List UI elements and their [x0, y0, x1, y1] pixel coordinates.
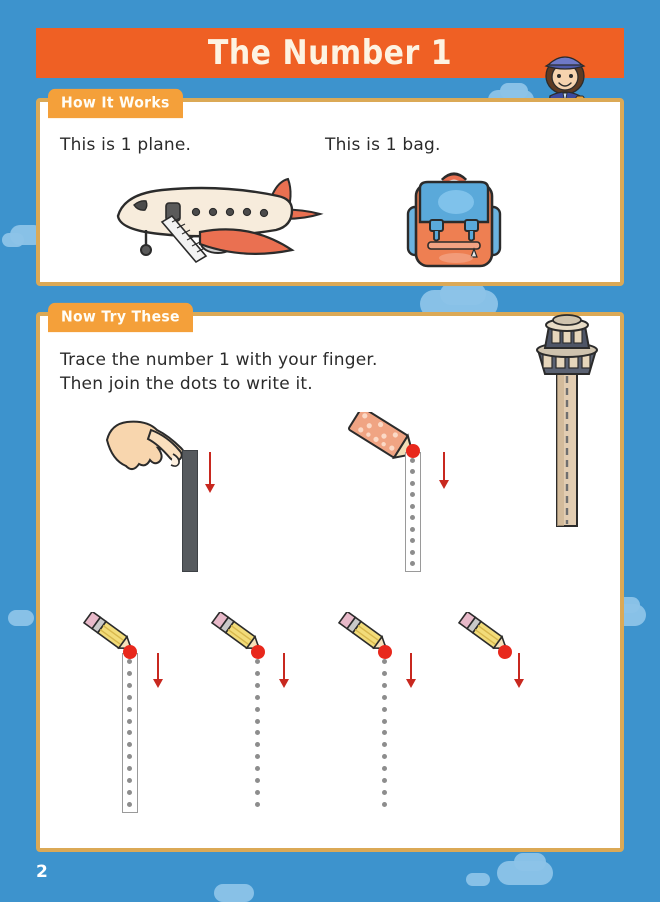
direction-arrow-icon — [277, 653, 291, 691]
backpack-illustration — [404, 162, 504, 277]
instruction-text — [60, 348, 378, 396]
tab-how-it-works-label: How It Works — [61, 94, 170, 112]
trace-dot-column — [382, 659, 387, 807]
instruction-line-2: Then join the dots to write it. — [60, 374, 313, 394]
start-dot — [406, 444, 420, 458]
trace-dot-column — [255, 659, 260, 807]
control-tower-illustration — [524, 306, 610, 528]
cloud-icon — [500, 83, 528, 99]
trace-dot-column — [127, 659, 132, 807]
start-dot — [251, 645, 265, 659]
tab-now-try-these-label: Now Try These — [61, 308, 180, 326]
direction-arrow-icon — [151, 653, 165, 691]
page-number: 2 — [36, 862, 48, 882]
tab-now-try-these[interactable] — [48, 303, 193, 332]
airplane-illustration — [100, 172, 330, 277]
cloud-icon — [466, 873, 490, 886]
direction-arrow-icon — [437, 452, 451, 492]
start-dot — [378, 645, 392, 659]
cloud-icon — [8, 610, 34, 626]
page-title: The Number 1 — [207, 33, 453, 73]
cloud-icon — [214, 884, 254, 902]
start-dot — [498, 645, 512, 659]
instruction-line-1: Trace the number 1 with your finger. — [60, 350, 378, 370]
direction-arrow-icon — [203, 452, 217, 496]
tab-how-it-works[interactable] — [48, 89, 183, 118]
cloud-icon — [514, 853, 546, 871]
cloud-icon — [440, 283, 486, 305]
trace-dot-column — [410, 458, 415, 566]
direction-arrow-icon — [404, 653, 418, 691]
caption-plane: This is 1 plane. — [60, 135, 192, 155]
caption-bag: This is 1 bag. — [325, 135, 441, 155]
start-dot — [123, 645, 137, 659]
direction-arrow-icon — [512, 653, 526, 691]
trace-stroke-solid — [182, 450, 198, 572]
cloud-icon — [2, 233, 24, 247]
